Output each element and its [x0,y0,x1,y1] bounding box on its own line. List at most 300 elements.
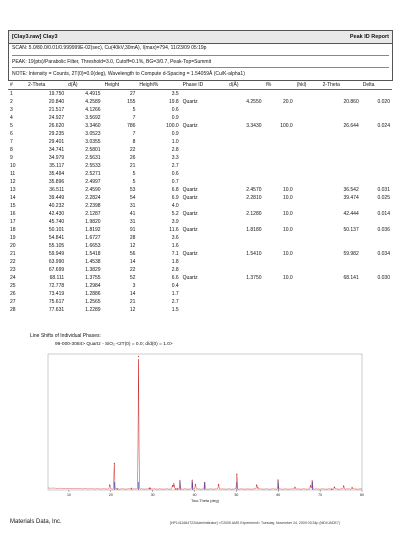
table-cell [321,162,361,170]
peak-point [294,487,295,488]
table-cell [264,114,295,122]
x-tick-label: 50 [234,493,239,497]
table-cell: 22 [129,147,136,154]
table-cell [361,138,392,146]
table-cell [321,218,361,226]
table-cell [181,282,227,290]
table-row [8,146,392,154]
table-cell [295,210,321,218]
table-cell: 5 [132,107,136,114]
table-cell: 14 [129,259,136,266]
table-cell: 2.4997 [85,179,101,186]
table-row [8,194,392,202]
table-cell [181,258,227,266]
table-cell: 10 [10,163,16,170]
table-cell: 50.137 [343,227,359,234]
table-cell [361,282,392,290]
table-cell: 39.449 [48,195,65,202]
table-cell [361,178,392,186]
table-cell [181,114,227,122]
table-cell: 10.0 [282,211,293,218]
table-cell [361,154,392,162]
table-cell [181,138,227,146]
table-row [8,258,392,266]
table-cell: 21 [10,251,16,258]
table-cell: 4.4915 [85,91,101,98]
table-cell [227,138,263,146]
table-cell [264,162,295,170]
table-cell: 2.5631 [85,155,101,162]
table-cell [361,298,392,306]
plot-frame [48,354,362,490]
report-title: Peak ID Report [349,34,389,40]
table-cell [227,146,263,154]
table-cell: 0.031 [377,187,390,194]
table-cell [361,162,392,170]
table-cell: 10.0 [282,187,293,194]
note-line: NOTE: Intensity = Counts, 2T(0)=0.0(deg), Wavelength to Compute d-Spacing = 1.54059Å (Cu/K-alpha1) [12,67,389,80]
peak-point [175,489,176,490]
table-cell: 12 [129,307,136,314]
table-cell: 10.0 [282,275,293,282]
table-cell [264,234,295,242]
table-cell: 0.014 [377,211,390,218]
table-cell [295,290,321,298]
table-cell [227,90,263,99]
table-cell [264,202,295,210]
table-cell [227,282,263,290]
table-cell: 24 [10,275,16,282]
table-cell [361,202,392,210]
table-cell [361,170,392,178]
table-cell: 42.444 [343,211,359,218]
table-cell: 11 [10,171,16,178]
table-cell: 4.0 [171,203,179,210]
table-cell: 54.841 [48,235,65,242]
peak-point [334,487,335,488]
peak-point [195,484,196,485]
table-cell: 56 [129,251,136,258]
table-cell [264,266,295,274]
table-cell: 19.750 [48,91,65,98]
table-cell: 2.5801 [85,147,101,154]
table-cell [181,290,227,298]
table-cell: 1.0 [171,139,179,146]
table-cell: 22 [10,259,16,266]
table-cell: 20.0 [282,99,293,106]
table-cell: 1.5418 [85,251,101,258]
table-cell: 35.117 [49,163,65,170]
table-cell: 3 [132,283,136,290]
table-cell [264,242,295,250]
table-cell: 41 [129,211,136,218]
table-cell [295,130,321,138]
table-cell: 2.2810 [246,195,262,202]
table-row [8,306,392,314]
table-cell: 3.5 [171,91,179,98]
table-cell: 0.025 [377,195,390,202]
table-cell [295,250,321,258]
table-cell: Quartz [182,123,198,130]
table-cell [295,266,321,274]
table-cell: 13 [10,187,16,194]
table-cell: 19.8 [168,99,179,106]
table-cell [181,178,227,186]
table-cell [295,218,321,226]
table-cell: 2.1287 [85,211,101,218]
x-tick-label: 70 [318,493,323,497]
table-row [8,298,392,306]
peak-point [117,489,118,490]
table-cell [295,226,321,234]
table-cell: 786 [127,123,136,130]
table-cell: Quartz [182,251,198,258]
table-cell: 1.3829 [85,267,101,274]
table-cell: 59.949 [48,251,65,258]
table-cell: 0.7 [171,179,179,186]
table-cell [181,266,227,274]
peak-point [138,356,139,357]
table-row [8,290,392,298]
column-header: # [8,81,26,90]
table-cell: 9 [10,155,13,162]
table-cell [295,298,321,306]
table-cell [295,234,321,242]
table-cell [361,90,392,99]
peak-point [331,489,332,490]
table-cell: 55.105 [48,243,65,250]
table-cell: 5 [132,171,136,178]
xrd-pattern-chart [40,350,370,506]
table-cell: 52 [129,275,136,282]
table-cell: 36.542 [343,187,359,194]
table-cell: 42.430 [48,211,65,218]
table-cell: 1.5 [171,307,179,314]
table-cell: 54 [129,195,136,202]
table-cell: 6 [10,131,13,138]
table-cell [361,130,392,138]
table-cell: 27 [10,299,16,306]
table-cell: 45.740 [48,219,65,226]
table-cell [227,114,263,122]
table-cell [321,170,361,178]
table-cell [361,290,392,298]
table-cell [264,146,295,154]
table-cell: 12 [129,243,136,250]
table-cell: 21.517 [48,107,65,114]
table-cell: 20.840 [48,99,65,106]
peak-line: PEAK: 19(pts)/Parabolic Filter, Threshold=3.0, Cutoff=0.1%, BG=3/0.7, Peak-Top=Summit [12,55,389,68]
table-cell [295,162,321,170]
table-cell [321,290,361,298]
table-cell: 1.6653 [85,243,101,250]
table-cell [295,186,321,194]
table-cell: 20.860 [343,99,359,106]
table-cell [264,298,295,306]
table-cell [181,162,227,170]
table-cell [295,306,321,314]
table-cell: 21 [129,299,136,306]
table-cell [227,234,263,242]
table-cell [321,282,361,290]
table-cell: 0.6 [171,171,179,178]
table-cell: 2.8 [171,267,179,274]
x-tick-label: 10 [66,493,71,497]
table-cell [264,154,295,162]
table-cell: 0.034 [377,251,390,258]
table-cell: 1.8180 [246,227,262,234]
table-cell [227,178,263,186]
table-cell: Quartz [182,211,198,218]
table-cell [264,218,295,226]
line-shifts-title: Line Shifts of Individual Phases: [30,333,101,339]
table-cell [295,90,321,99]
peak-point [218,484,219,485]
table-cell [227,162,263,170]
table-row [8,138,392,146]
table-cell [361,242,392,250]
table-cell: 50.101 [48,227,65,234]
table-cell: 18 [10,227,16,234]
table-cell [181,154,227,162]
file-title: [Clay3.raw] Clay3 [12,34,58,40]
table-cell [361,266,392,274]
table-cell: 2.8 [171,147,179,154]
table-cell: 2.4590 [85,187,101,194]
table-cell: 73.419 [48,291,65,298]
table-cell [227,306,263,314]
table-cell: 27 [129,91,136,98]
footer-info: [HP1411664722\Administrator] <©2005 AMS Experiment> Tuesday, November 24, 2009 03:34p (MDI/JADE7) [170,521,340,525]
table-cell: 19 [10,235,16,242]
peak-point [310,486,311,487]
table-cell [295,194,321,202]
table-row [8,242,392,250]
table-cell [227,202,263,210]
table-row [8,250,392,258]
company-name: Materials Data, Inc. [10,519,62,525]
table-cell [321,258,361,266]
table-cell: Quartz [182,227,198,234]
table-cell: 0.4 [171,283,179,290]
table-cell [321,242,361,250]
table-cell: 3.6 [171,235,179,242]
table-cell [295,170,321,178]
table-cell: 3.3430 [246,123,262,130]
table-cell: 14 [129,291,136,298]
table-cell: 0.030 [377,275,390,282]
table-cell: 0.024 [377,123,390,130]
table-cell: 3.5692 [85,115,101,122]
table-cell [321,154,361,162]
column-header: Delta [361,81,392,90]
table-cell: 0.020 [377,99,390,106]
table-cell: 7 [132,131,136,138]
column-header: 2-Theta [321,81,361,90]
table-cell: 0.9 [171,131,179,138]
table-cell: 59.982 [343,251,359,258]
peak-point [257,487,258,488]
table-cell [181,234,227,242]
table-cell: 1.8 [171,259,179,266]
scan-info [8,42,393,81]
table-cell: 2.2398 [85,203,101,210]
table-cell: 0.6 [171,107,179,114]
table-cell: 5.2 [171,211,179,218]
table-cell: 6.8 [171,187,179,194]
table-cell [264,106,295,114]
table-cell: 16 [10,211,16,218]
table-cell: 2.2824 [85,195,101,202]
table-cell: 2.7 [171,299,179,306]
table-cell [227,298,263,306]
table-cell: 7 [132,115,136,122]
table-cell [181,242,227,250]
table-row [8,210,392,218]
column-header: 2-Theta [26,81,66,90]
table-cell: 28 [129,235,136,242]
table-cell: 1.8192 [85,227,101,234]
table-row [8,162,392,170]
table-cell [181,306,227,314]
table-cell [361,218,392,226]
peak-point [150,488,151,489]
peak-table [8,81,392,314]
table-cell: 2.7 [171,163,179,170]
table-cell: 1.2984 [85,283,101,290]
table-cell [181,218,227,226]
x-tick-label: 30 [150,493,155,497]
table-cell: 3.0523 [85,131,101,138]
table-row [8,234,392,242]
table-cell: 1.3750 [246,275,262,282]
table-cell: 1.4538 [85,259,101,266]
table-cell: 6.6 [171,275,179,282]
table-cell: 4.2589 [85,99,101,106]
peak-point [236,474,237,475]
table-cell: 75.617 [48,299,65,306]
column-header: Phase ID [181,81,227,90]
table-cell [321,234,361,242]
table-cell [321,202,361,210]
table-row [8,122,392,130]
table-cell [227,154,263,162]
table-cell: 34.741 [48,147,65,154]
table-row [8,170,392,178]
table-cell [181,106,227,114]
peak-point [172,486,173,487]
table-cell: 0.9 [171,115,179,122]
table-cell: 31 [129,203,136,210]
column-header: I% [264,81,295,90]
column-header: Height [103,81,138,90]
table-row [8,282,392,290]
x-axis-label: Two-Theta (deg) [191,499,219,503]
table-header-row [8,81,392,90]
table-cell: 11.6 [169,227,179,234]
table-row [8,130,392,138]
table-cell: 29.401 [48,139,65,146]
peak-point [173,486,174,487]
x-tick-label: 40 [192,493,197,497]
table-cell [227,290,263,298]
column-header: (hkl) [295,81,321,90]
table-cell [321,146,361,154]
table-cell: 23 [10,267,16,274]
table-cell [181,90,227,99]
table-cell [181,130,227,138]
table-cell: 26.620 [48,123,65,130]
table-cell [361,258,392,266]
table-cell: 17 [10,219,16,226]
table-cell [295,202,321,210]
table-body [8,90,392,315]
table-cell [295,98,321,106]
peak-point [192,480,193,481]
peak-point [114,463,115,464]
table-cell: 2 [10,99,13,106]
table-cell: 1.6 [171,243,179,250]
line-shift-entry: 99-000-3084> Quartz - SiO₂ <2T(0) = 0.0; d/d(0) = 1.0> [55,342,173,347]
table-cell [295,274,321,282]
table-cell [295,242,321,250]
table-row [8,106,392,114]
table-cell [227,242,263,250]
table-cell: 22 [129,267,136,274]
table-row [8,114,392,122]
table-cell: 5 [132,179,136,186]
table-cell: 26 [129,155,136,162]
table-cell: 40.232 [48,203,65,210]
table-row [8,226,392,234]
table-cell: 100.0 [166,123,179,130]
table-cell: 3.9 [171,219,179,226]
table-cell: 34.979 [48,155,65,162]
table-row [8,274,392,282]
table-cell: 67.699 [48,267,65,274]
peak-point [179,480,180,481]
table-cell [227,130,263,138]
table-cell: 25 [10,283,16,290]
table-cell [295,258,321,266]
table-cell [264,290,295,298]
table-row [8,178,392,186]
table-cell: 29.235 [48,131,65,138]
table-cell: 91 [129,227,136,234]
table-cell: 10.0 [282,195,293,202]
table-cell [321,298,361,306]
table-cell: 35.494 [48,171,65,178]
table-cell [295,138,321,146]
table-cell [361,306,392,314]
table-cell: 4 [10,115,13,122]
x-tick-label: 80 [360,493,364,497]
table-cell [264,258,295,266]
diffraction-trace [48,359,362,489]
table-cell: 10.0 [282,227,293,234]
table-cell: 31 [129,219,136,226]
table-cell: 7.1 [171,251,179,258]
table-cell: 1.6727 [85,235,101,242]
table-cell [264,170,295,178]
x-tick-label: 60 [276,493,281,497]
table-cell: 100.0 [280,123,293,130]
table-cell: 5 [10,123,13,130]
table-cell [227,170,263,178]
table-cell: 1 [10,91,13,98]
table-cell [295,154,321,162]
table-row [8,154,392,162]
